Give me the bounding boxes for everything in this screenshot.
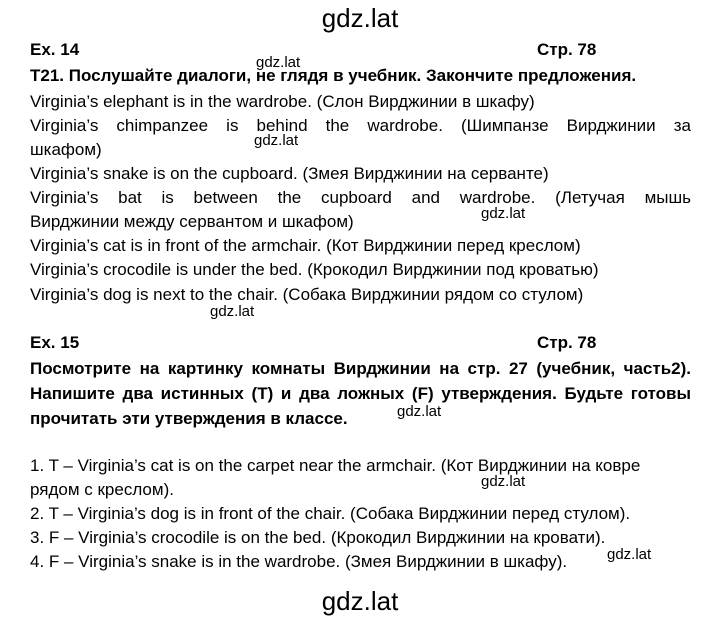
ex14-line-2: Virginia’s chimpanzee is behind the wardrobe. (Шимпанзе Вирджинии за	[30, 116, 691, 135]
ex14-line-4: Virginia’s snake is on the cupboard. (Змея Вирджинии на серванте)	[30, 164, 549, 183]
ex14-line-3: шкафом)	[30, 140, 102, 159]
watermark: gdz.lat	[256, 54, 301, 71]
watermark: gdz.lat	[397, 403, 442, 420]
site-logo-bottom: gdz.lat	[321, 586, 399, 616]
ex14-line-8: Virginia’s crocodile is under the bed. (Крокодил Вирджинии под кроватью)	[30, 260, 599, 279]
ex14-label: Ex. 14	[30, 40, 80, 59]
watermark: gdz.lat	[481, 473, 526, 490]
ex15-answer-2: 2. T – Virginia’s dog is in front of the chair. (Собака Вирджинии перед стулом).	[30, 504, 631, 523]
ex15-page: Стр. 78	[537, 333, 597, 352]
ex15-answer-4: 4. F – Virginia’s snake is in the wardrobe. (Змея Вирджинии в шкафу).	[30, 552, 568, 571]
ex15-answer-3: 3. F – Virginia’s crocodile is on the bed. (Крокодил Вирджинии на кровати).	[30, 528, 606, 547]
site-logo-top: gdz.lat	[321, 3, 399, 33]
ex14-line-7: Virginia’s cat is in front of the armchair. (Кот Вирджинии перед креслом)	[30, 236, 581, 255]
ex14-line-6: Вирджинии между сервантом и шкафом)	[30, 212, 354, 231]
ex14-line-1: Virginia’s elephant is in the wardrobe. (Слон Вирджинии в шкафу)	[30, 92, 535, 111]
ex15-task-line-3: прочитать эти утверждения в классе.	[30, 409, 348, 428]
ex14-line-5: Virginia’s bat is between the cupboard and wardrobe. (Летучая мышь	[30, 188, 691, 207]
ex14-task: T21. Послушайте диалоги, не глядя в учебник. Закончите предложения.	[30, 66, 637, 85]
watermark: gdz.lat	[607, 546, 652, 563]
watermark: gdz.lat	[254, 132, 299, 149]
ex15-answer-1-cont: рядом с креслом).	[30, 480, 174, 499]
ex15-task-line-2: Напишите два истинных (T) и два ложных (F) утверждения. Будьте готовы	[30, 384, 691, 403]
watermark: gdz.lat	[210, 303, 255, 320]
ex15-answer-1: 1. T – Virginia’s cat is on the carpet near the armchair. (Кот Вирджинии на ковре	[30, 456, 641, 475]
watermark: gdz.lat	[481, 205, 526, 222]
ex15-task-line-1: Посмотрите на картинку комнаты Вирджинии на стр. 27 (учебник, часть2).	[30, 359, 691, 378]
ex14-line-9: Virginia’s dog is next to the chair. (Собака Вирджинии рядом со стулом)	[30, 285, 584, 304]
ex15-label: Ex. 15	[30, 333, 80, 352]
ex14-page: Стр. 78	[537, 40, 597, 59]
